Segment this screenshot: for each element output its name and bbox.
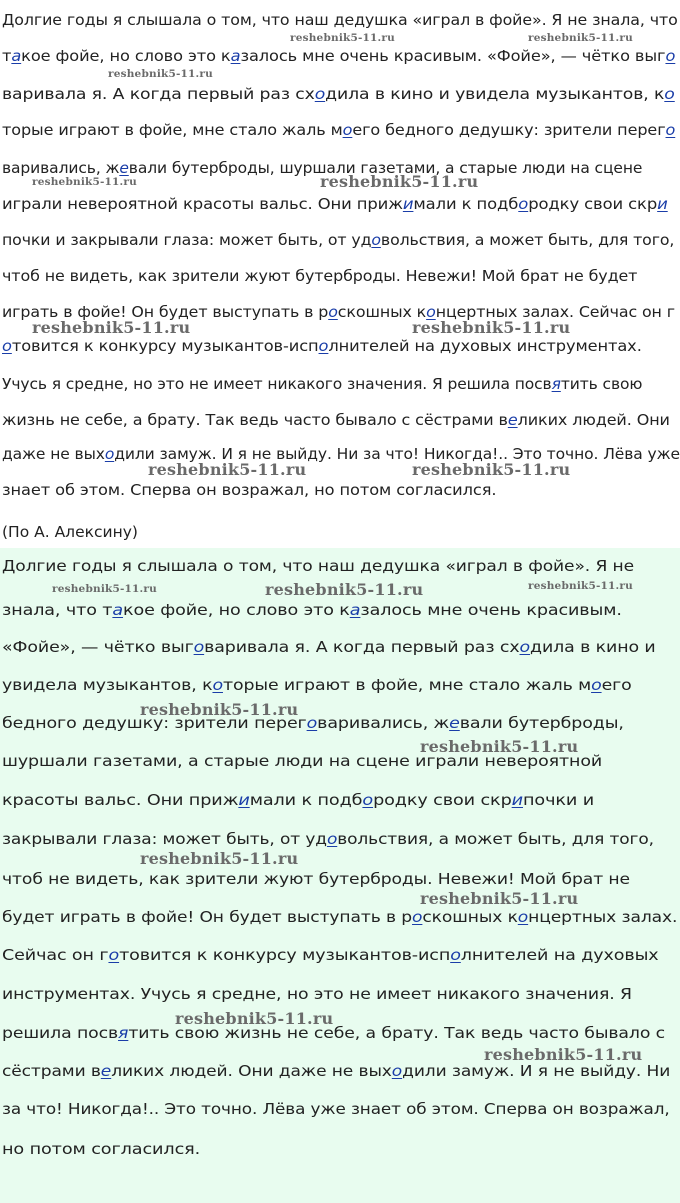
stressed-vowel: о bbox=[306, 714, 318, 732]
original-text-section bbox=[0, 0, 680, 548]
text2-line bbox=[2, 600, 622, 620]
text-segment: т bbox=[2, 47, 12, 65]
stressed-vowel: о bbox=[2, 337, 12, 355]
watermark-text: reshebnik5-11.ru bbox=[52, 583, 157, 595]
stressed-vowel: о bbox=[314, 85, 326, 103]
text-segment: бедного дедушку: зрители перег bbox=[2, 714, 307, 732]
stressed-vowel: а bbox=[230, 47, 241, 65]
text-segment: но потом согласился. bbox=[2, 1140, 201, 1158]
text-segment: лнителей на духовых инструментах. bbox=[328, 337, 642, 355]
stressed-vowel: о bbox=[362, 791, 374, 809]
stressed-vowel: я bbox=[118, 1024, 129, 1042]
stressed-vowel: о bbox=[318, 337, 329, 355]
text2-line bbox=[2, 675, 632, 695]
text-segment: шуршали газетами, а старые люди на сцене играли невероятной bbox=[2, 752, 603, 770]
stressed-vowel: о bbox=[104, 445, 115, 463]
stressed-vowel: а bbox=[11, 47, 22, 65]
corrected-text-section bbox=[0, 548, 680, 1203]
text-segment: чтоб не видеть, как зрители жуют бутерброды. Невежи! Мой брат не bbox=[2, 870, 630, 888]
stressed-vowel: и bbox=[511, 791, 524, 809]
text-segment: Сейчас он г bbox=[2, 946, 109, 964]
text-segment: красоты вальс. Они приж bbox=[2, 791, 239, 809]
stressed-vowel: о bbox=[519, 638, 531, 656]
watermark-text: reshebnik5-11.ru bbox=[320, 172, 479, 191]
stressed-vowel: и bbox=[238, 791, 250, 809]
watermark-text: reshebnik5-11.ru bbox=[420, 889, 579, 908]
text-segment: дила в кино и увидела музыкантов, к bbox=[325, 85, 665, 103]
text-segment: инструментах. Учусь я средне, но это не имеет никакого значения. Я bbox=[2, 985, 632, 1003]
stressed-vowel: о bbox=[326, 830, 338, 848]
watermark-text: reshebnik5-11.ru bbox=[290, 32, 395, 44]
text-segment: его bbox=[601, 676, 632, 694]
stressed-vowel: а bbox=[112, 601, 124, 619]
text1-line bbox=[2, 46, 675, 66]
text-segment: мали к подб bbox=[249, 791, 363, 809]
text-segment: ликих людей. Они bbox=[517, 411, 670, 429]
text1-line bbox=[2, 194, 668, 214]
text2-line bbox=[2, 1061, 670, 1081]
stressed-vowel: о bbox=[450, 946, 461, 964]
text2-line bbox=[2, 713, 624, 733]
watermark-text: reshebnik5-11.ru bbox=[32, 318, 191, 337]
stressed-vowel: о bbox=[517, 908, 529, 926]
text-segment: Долгие годы я слышала о том, что наш дедушка «играл в фойе». Я не bbox=[2, 557, 635, 575]
text2-line bbox=[2, 869, 630, 889]
text2-line bbox=[2, 1139, 200, 1159]
text-segment: закрывали глаза: может быть, от уд bbox=[2, 830, 327, 848]
source-attribution: (По А. Алексину) bbox=[2, 523, 138, 541]
text1-line bbox=[2, 480, 496, 500]
stressed-vowel: о bbox=[108, 946, 120, 964]
watermark-text: reshebnik5-11.ru bbox=[528, 32, 633, 44]
text-segment: вали бутерброды, bbox=[459, 714, 624, 732]
text-segment: тить свою жизнь не себе, а брату. Так ведь часто бывало с bbox=[128, 1024, 666, 1042]
text-segment: знала, что т bbox=[2, 601, 113, 619]
text-segment: тить свою bbox=[560, 375, 643, 393]
text1-line bbox=[2, 266, 637, 286]
text-segment: товится к конкурсу музыкантов-исп bbox=[11, 337, 319, 355]
watermark-text: reshebnik5-11.ru bbox=[148, 460, 307, 479]
text-segment: «Фойе», — чётко выг bbox=[2, 638, 194, 656]
text1-line bbox=[2, 230, 674, 250]
stressed-vowel: о bbox=[518, 195, 529, 213]
text-segment: вольствия, а может быть, для того, bbox=[337, 830, 654, 848]
watermark-text: reshebnik5-11.ru bbox=[175, 1009, 334, 1028]
text1-line bbox=[2, 374, 642, 394]
watermark-text: reshebnik5-11.ru bbox=[484, 1045, 643, 1064]
watermark-text: reshebnik5-11.ru bbox=[108, 68, 213, 80]
text-segment: увидела музыкантов, к bbox=[2, 676, 213, 694]
stressed-vowel: и bbox=[402, 195, 414, 213]
stressed-vowel: о bbox=[212, 676, 223, 694]
text2-line bbox=[2, 1023, 665, 1043]
text-segment: за что! Никогда!.. Это точно. Лёва уже знает об этом. Сперва он возражал, bbox=[2, 1100, 670, 1118]
text-segment: почки и закрывали глаза: может быть, от уд bbox=[2, 231, 372, 249]
watermark-text: reshebnik5-11.ru bbox=[32, 176, 137, 188]
text-segment: будет играть в фойе! Он будет выступать в р bbox=[2, 908, 413, 926]
text-segment: решила посв bbox=[2, 1024, 119, 1042]
text-segment: варивала я. А когда первый раз сх bbox=[204, 638, 520, 656]
stressed-vowel: о bbox=[328, 303, 338, 321]
stressed-vowel: о bbox=[665, 121, 676, 139]
text1-line bbox=[2, 336, 642, 356]
stressed-vowel: о bbox=[193, 638, 205, 656]
text1-line bbox=[2, 444, 680, 464]
text-segment: вали бутерброды, шуршали газетами, а старые люди на сцене bbox=[128, 159, 643, 177]
stressed-vowel: о bbox=[665, 47, 676, 65]
text2-line bbox=[2, 907, 677, 927]
text-segment: кое фойе, но слово это к bbox=[21, 47, 231, 65]
text-segment: чтоб не видеть, как зрители жуют бутерброды. Невежи! Мой брат не будет bbox=[2, 267, 638, 285]
text2-line bbox=[2, 829, 654, 849]
text1-line bbox=[2, 84, 675, 104]
text-segment: играли невероятной красоты вальс. Они приж bbox=[2, 195, 403, 213]
text2-line bbox=[2, 637, 656, 657]
text2-line bbox=[2, 556, 634, 576]
text-segment: его бедного дедушку: зрители перег bbox=[352, 121, 666, 139]
text-segment: Долгие годы я слышала о том, что наш дедушка «играл в фойе». Я не знала, что bbox=[2, 11, 678, 29]
stressed-vowel: я bbox=[551, 375, 561, 393]
stressed-vowel: е bbox=[100, 1062, 112, 1080]
watermark-text: reshebnik5-11.ru bbox=[528, 580, 633, 592]
text1-line bbox=[2, 120, 675, 140]
text-segment: лнителей на духовых bbox=[460, 946, 659, 964]
text-segment: кое фойе, но слово это к bbox=[123, 601, 350, 619]
text-segment: залось мне очень красивым. «Фойе», — чётко выг bbox=[240, 47, 666, 65]
text-segment: даже не вых bbox=[2, 445, 105, 463]
text-segment: нцертных залах. Сейчас он г bbox=[435, 303, 675, 321]
stressed-vowel: о bbox=[426, 303, 436, 321]
text-segment: скошных к bbox=[422, 908, 518, 926]
text-segment: дили замуж. И я не выйду. Ни bbox=[402, 1062, 671, 1080]
text-segment: дила в кино и bbox=[530, 638, 656, 656]
stressed-vowel: е bbox=[449, 714, 460, 732]
text-segment: Учусь я средне, но это не имеет никакого значения. Я решила посв bbox=[2, 375, 552, 393]
text-segment: залось мне очень красивым. bbox=[360, 601, 622, 619]
text-segment: нцертных залах. bbox=[528, 908, 678, 926]
text-segment: варивала я. А когда первый раз сх bbox=[2, 85, 315, 103]
text-segment: почки и bbox=[523, 791, 595, 809]
text-segment: сёстрами в bbox=[2, 1062, 101, 1080]
text-segment: варивались, ж bbox=[317, 714, 450, 732]
text2-line bbox=[2, 984, 632, 1004]
watermark-text: reshebnik5-11.ru bbox=[412, 460, 571, 479]
text-segment: скошных к bbox=[337, 303, 427, 321]
text2-line bbox=[2, 1099, 670, 1119]
stressed-vowel: о bbox=[664, 85, 675, 103]
text-segment: знает об этом. Сперва он возражал, но потом согласился. bbox=[2, 481, 497, 499]
stressed-vowel: е bbox=[507, 411, 518, 429]
watermark-text: reshebnik5-11.ru bbox=[420, 737, 579, 756]
stressed-vowel: о bbox=[371, 231, 381, 249]
text-segment: жизнь не себе, а брату. Так ведь часто бывало с сёстрами в bbox=[2, 411, 508, 429]
text-segment: мали к подб bbox=[413, 195, 519, 213]
text-segment: дили замуж. И я не выйду. Ни за что! Никогда!.. Это точно. Лёва уже bbox=[114, 445, 680, 463]
text-segment: варивались, ж bbox=[2, 159, 120, 177]
text1-line bbox=[2, 10, 678, 30]
text-segment: торые играют в фойе, мне стало жаль м bbox=[222, 676, 592, 694]
watermark-text: reshebnik5-11.ru bbox=[140, 849, 299, 868]
stressed-vowel: о bbox=[391, 1062, 403, 1080]
text2-line bbox=[2, 945, 659, 965]
text-segment: торые играют в фойе, мне стало жаль м bbox=[2, 121, 343, 139]
text-segment: играть в фойе! Он будет выступать в р bbox=[2, 303, 329, 321]
stressed-vowel: о bbox=[342, 121, 353, 139]
text-segment: родку свои скр bbox=[373, 791, 512, 809]
text-segment: ликих людей. Они даже не вых bbox=[111, 1062, 392, 1080]
text1-line bbox=[2, 410, 670, 430]
text-segment: вольствия, а может быть, для того, bbox=[380, 231, 675, 249]
stressed-vowel: и bbox=[657, 195, 668, 213]
text2-line bbox=[2, 790, 594, 810]
stressed-vowel: а bbox=[349, 601, 361, 619]
stressed-vowel: о bbox=[591, 676, 602, 694]
text-segment: товится к конкурсу музыкантов-исп bbox=[119, 946, 451, 964]
watermark-text: reshebnik5-11.ru bbox=[412, 318, 571, 337]
watermark-text: reshebnik5-11.ru bbox=[265, 580, 424, 599]
stressed-vowel: о bbox=[412, 908, 423, 926]
watermark-text: reshebnik5-11.ru bbox=[140, 700, 299, 719]
text-segment: родку свои скр bbox=[528, 195, 658, 213]
stressed-vowel: е bbox=[119, 159, 129, 177]
